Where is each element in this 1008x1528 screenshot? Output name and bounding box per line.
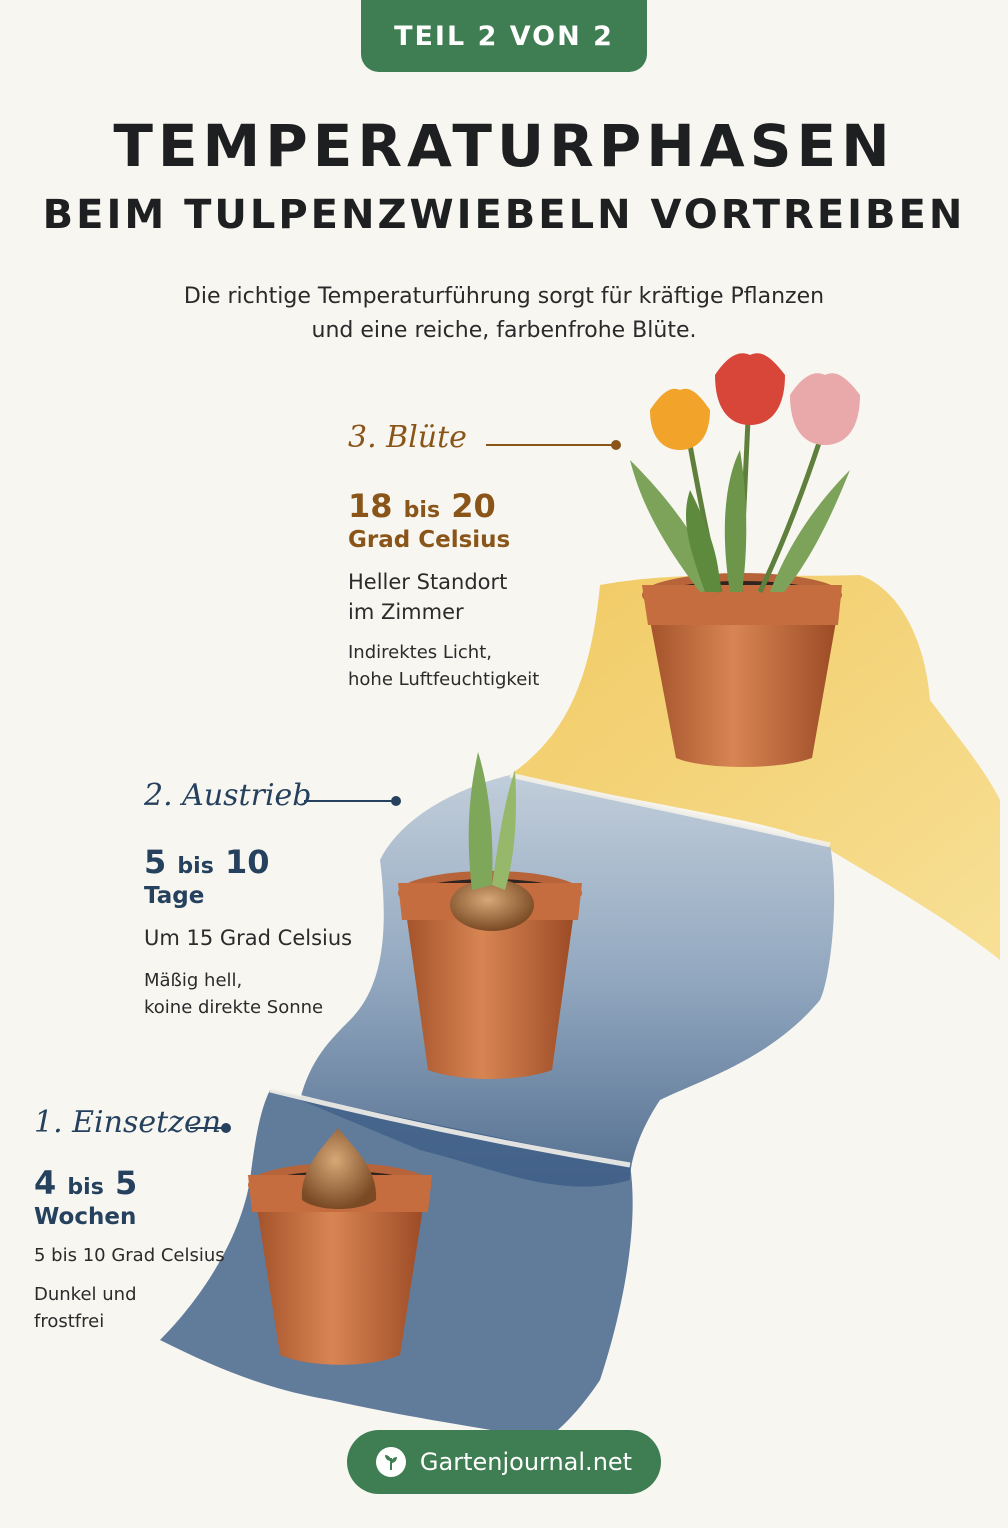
part-badge: TEIL 2 VON 2 bbox=[361, 0, 647, 72]
phase-note: Mäßig hell, koine direkte Sonne bbox=[144, 970, 324, 1018]
phase-sprout bbox=[144, 778, 404, 1021]
phase-amount: 18 bis 20 bbox=[348, 487, 496, 525]
phase-detail: Um 15 Grad Celsius bbox=[144, 926, 353, 950]
phase-amount: 5 bis 10 bbox=[144, 843, 270, 881]
phase-label: 2. Austrieb bbox=[144, 778, 312, 813]
phase-detail: 5 bis 10 Grad Celsius bbox=[34, 1245, 225, 1266]
subtitle-line1: Die richtige Temperaturführung sorgt für kräftige Pflanzen bbox=[183, 284, 825, 309]
phase-amount: 4 bis 5 bbox=[34, 1164, 138, 1202]
phase-bulb bbox=[34, 1105, 264, 1335]
footer-brand-text: Gartenjournal.net bbox=[419, 1448, 633, 1476]
subtitle-line2: und eine reiche, farbenfrohe Blüte. bbox=[311, 318, 697, 343]
phase-unit: Wochen bbox=[34, 1204, 137, 1230]
phase-label: 3. Blüte bbox=[348, 420, 467, 455]
phase-label: 1. Einsetzen bbox=[34, 1105, 222, 1140]
phase-note: Indirektes Licht, hohe Luftfeuchtigkeit bbox=[348, 642, 540, 690]
phase-bloom bbox=[348, 420, 608, 693]
phase-note: Dunkel und frostfrei bbox=[34, 1284, 137, 1332]
phase-detail: Heller Standort im Zimmer bbox=[348, 570, 508, 624]
page-title: TEMPERATURPHASEN bbox=[113, 112, 895, 180]
footer-brand[interactable] bbox=[347, 1430, 661, 1494]
phase-unit: Tage bbox=[144, 883, 205, 909]
sprout-logo-icon bbox=[376, 1447, 406, 1477]
page-subtitle bbox=[0, 280, 1008, 348]
phase-unit: Grad Celsius bbox=[348, 527, 511, 553]
page-title-line2: BEIM TULPENZWIEBELN VORTREIBEN bbox=[42, 192, 966, 238]
